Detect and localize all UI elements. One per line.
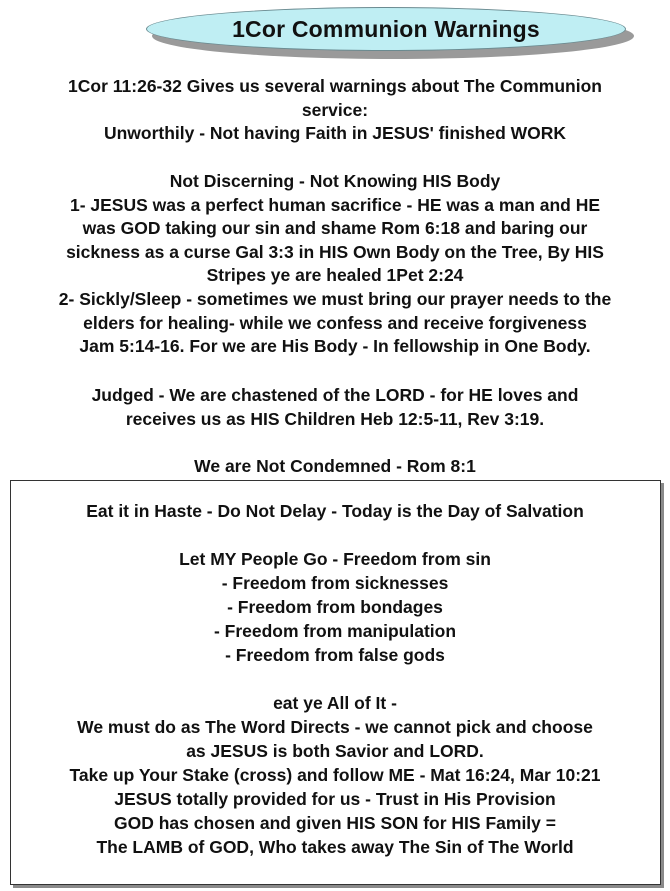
title-oval bbox=[146, 7, 626, 51]
intro-section bbox=[0, 75, 670, 146]
freedom-line: Let MY People Go - Freedom from sin bbox=[179, 549, 491, 569]
title-banner bbox=[146, 7, 634, 59]
freedom-line: - Freedom from false gods bbox=[225, 645, 445, 665]
not-condemned-section bbox=[0, 455, 670, 479]
all-of-it-line: Take up Your Stake (cross) and follow ME - Mat 16:24, Mar 10:21 bbox=[69, 765, 601, 785]
discerning-line: sickness as a curse Gal 3:3 in HIS Own Body on the Tree, By HIS bbox=[66, 241, 604, 262]
discerning-line: elders for healing- while we confess and receive forgiveness bbox=[83, 312, 587, 333]
page-title: 1Cor Communion Warnings bbox=[232, 15, 540, 42]
all-of-it-line: eat ye All of It - bbox=[273, 693, 397, 713]
discerning-line: was GOD taking our sin and shame Rom 6:18 and baring our bbox=[82, 218, 588, 239]
exhortation-box bbox=[10, 480, 661, 885]
intro-line: service: bbox=[301, 99, 369, 120]
all-of-it-line: as JESUS is both Savior and LORD. bbox=[186, 741, 484, 761]
all-of-it-line: We must do as The Word Directs - we cannot pick and choose bbox=[77, 717, 593, 737]
intro-line: 1Cor 11:26-32 Gives us several warnings about The Communion bbox=[68, 76, 602, 96]
freedom-line: - Freedom from sicknesses bbox=[221, 573, 449, 593]
judged-section bbox=[0, 384, 670, 431]
intro-line: Unworthily - Not having Faith in JESUS' finished WORK bbox=[103, 123, 567, 144]
freedom-line: - Freedom from manipulation bbox=[213, 621, 457, 641]
all-of-it-line: The LAMB of GOD, Who takes away The Sin of The World bbox=[96, 837, 574, 857]
all-of-it-line: GOD has chosen and given HIS SON for HIS Family = bbox=[114, 813, 556, 833]
discerning-section bbox=[0, 170, 670, 359]
discerning-line: 1- JESUS was a perfect human sacrifice - HE was a man and HE bbox=[69, 194, 601, 215]
exhortation-content bbox=[0, 499, 670, 859]
discerning-line: 2- Sickly/Sleep - sometimes we must bring our prayer needs to the bbox=[58, 288, 612, 309]
freedom-line: - Freedom from bondages bbox=[227, 597, 443, 617]
not-condemned-line: We are Not Condemned - Rom 8:1 bbox=[194, 456, 476, 476]
judged-line: receives us as HIS Children Heb 12:5-11, Rev 3:19. bbox=[125, 408, 545, 429]
discerning-line: Jam 5:14-16. For we are His Body - In fellowship in One Body. bbox=[79, 336, 591, 357]
haste-line: Eat it in Haste - Do Not Delay - Today is the Day of Salvation bbox=[86, 501, 584, 521]
judged-line: Judged - We are chastened of the LORD - for HE loves and bbox=[91, 385, 579, 405]
all-of-it-line: JESUS totally provided for us - Trust in His Provision bbox=[114, 789, 556, 809]
discerning-line: Not Discerning - Not Knowing HIS Body bbox=[169, 171, 501, 191]
discerning-line: Stripes ye are healed 1Pet 2:24 bbox=[206, 265, 464, 286]
